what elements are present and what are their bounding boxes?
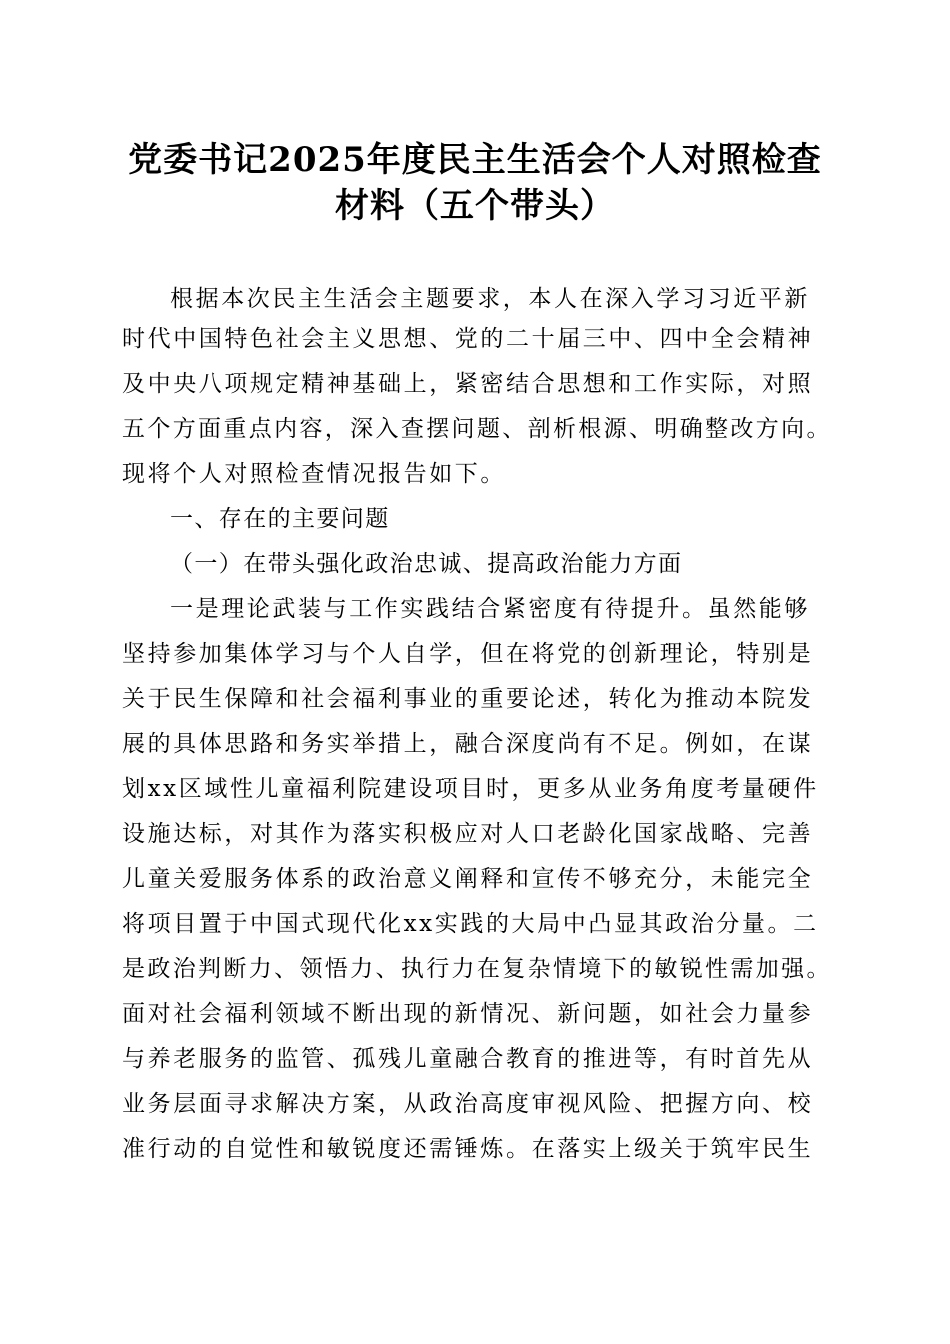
body-line: 关于民生保障和社会福利事业的重要论述，转化为推动本院发: [122, 686, 814, 712]
body-line: 设施达标，对其作为落实积极应对人口老龄化国家战略、完善: [122, 821, 814, 847]
intro-line: 根据本次民主生活会主题要求，本人在深入学习习近平新: [170, 286, 810, 312]
intro-line: 现将个人对照检查情况报告如下。: [122, 461, 506, 487]
body-line: 与养老服务的监管、孤残儿童融合教育的推进等，有时首先从: [122, 1046, 814, 1072]
body-line: 面对社会福利领域不断出现的新情况、新问题，如社会力量参: [122, 1001, 814, 1027]
body-line: 一是理论武装与工作实践结合紧密度有待提升。虽然能够: [170, 596, 810, 622]
section-heading: 一、存在的主要问题: [170, 506, 390, 532]
subsection-heading: （一）在带头强化政治忠诚、提高政治能力方面: [170, 551, 683, 577]
intro-line: 五个方面重点内容，深入查摆问题、剖析根源、明确整改方向。: [122, 416, 832, 442]
body-line: 是政治判断力、领悟力、执行力在复杂情境下的敏锐性需加强。: [122, 956, 832, 982]
body-line: 准行动的自觉性和敏锐度还需锤炼。在落实上级关于筑牢民生: [122, 1136, 814, 1162]
document-title-line-1: 党委书记2025年度民主生活会个人对照检查: [128, 140, 822, 180]
body-line: 业务层面寻求解决方案，从政治高度审视风险、把握方向、校: [122, 1091, 814, 1117]
body-line: 展的具体思路和务实举措上，融合深度尚有不足。例如，在谋: [122, 731, 814, 757]
body-line: 划xx区域性儿童福利院建设项目时，更多从业务角度考量硬件: [122, 776, 819, 802]
body-line: 将项目置于中国式现代化xx实践的大局中凸显其政治分量。二: [122, 911, 819, 937]
body-line: 坚持参加集体学习与个人自学，但在将党的创新理论，特别是: [122, 641, 814, 667]
document-title-line-2: 材料（五个带头）: [335, 186, 615, 226]
intro-line: 时代中国特色社会主义思想、党的二十届三中、四中全会精神: [122, 326, 814, 352]
body-line: 儿童关爱服务体系的政治意义阐释和宣传不够充分，未能完全: [122, 866, 814, 892]
intro-line: 及中央八项规定精神基础上，紧密结合思想和工作实际，对照: [122, 371, 814, 397]
